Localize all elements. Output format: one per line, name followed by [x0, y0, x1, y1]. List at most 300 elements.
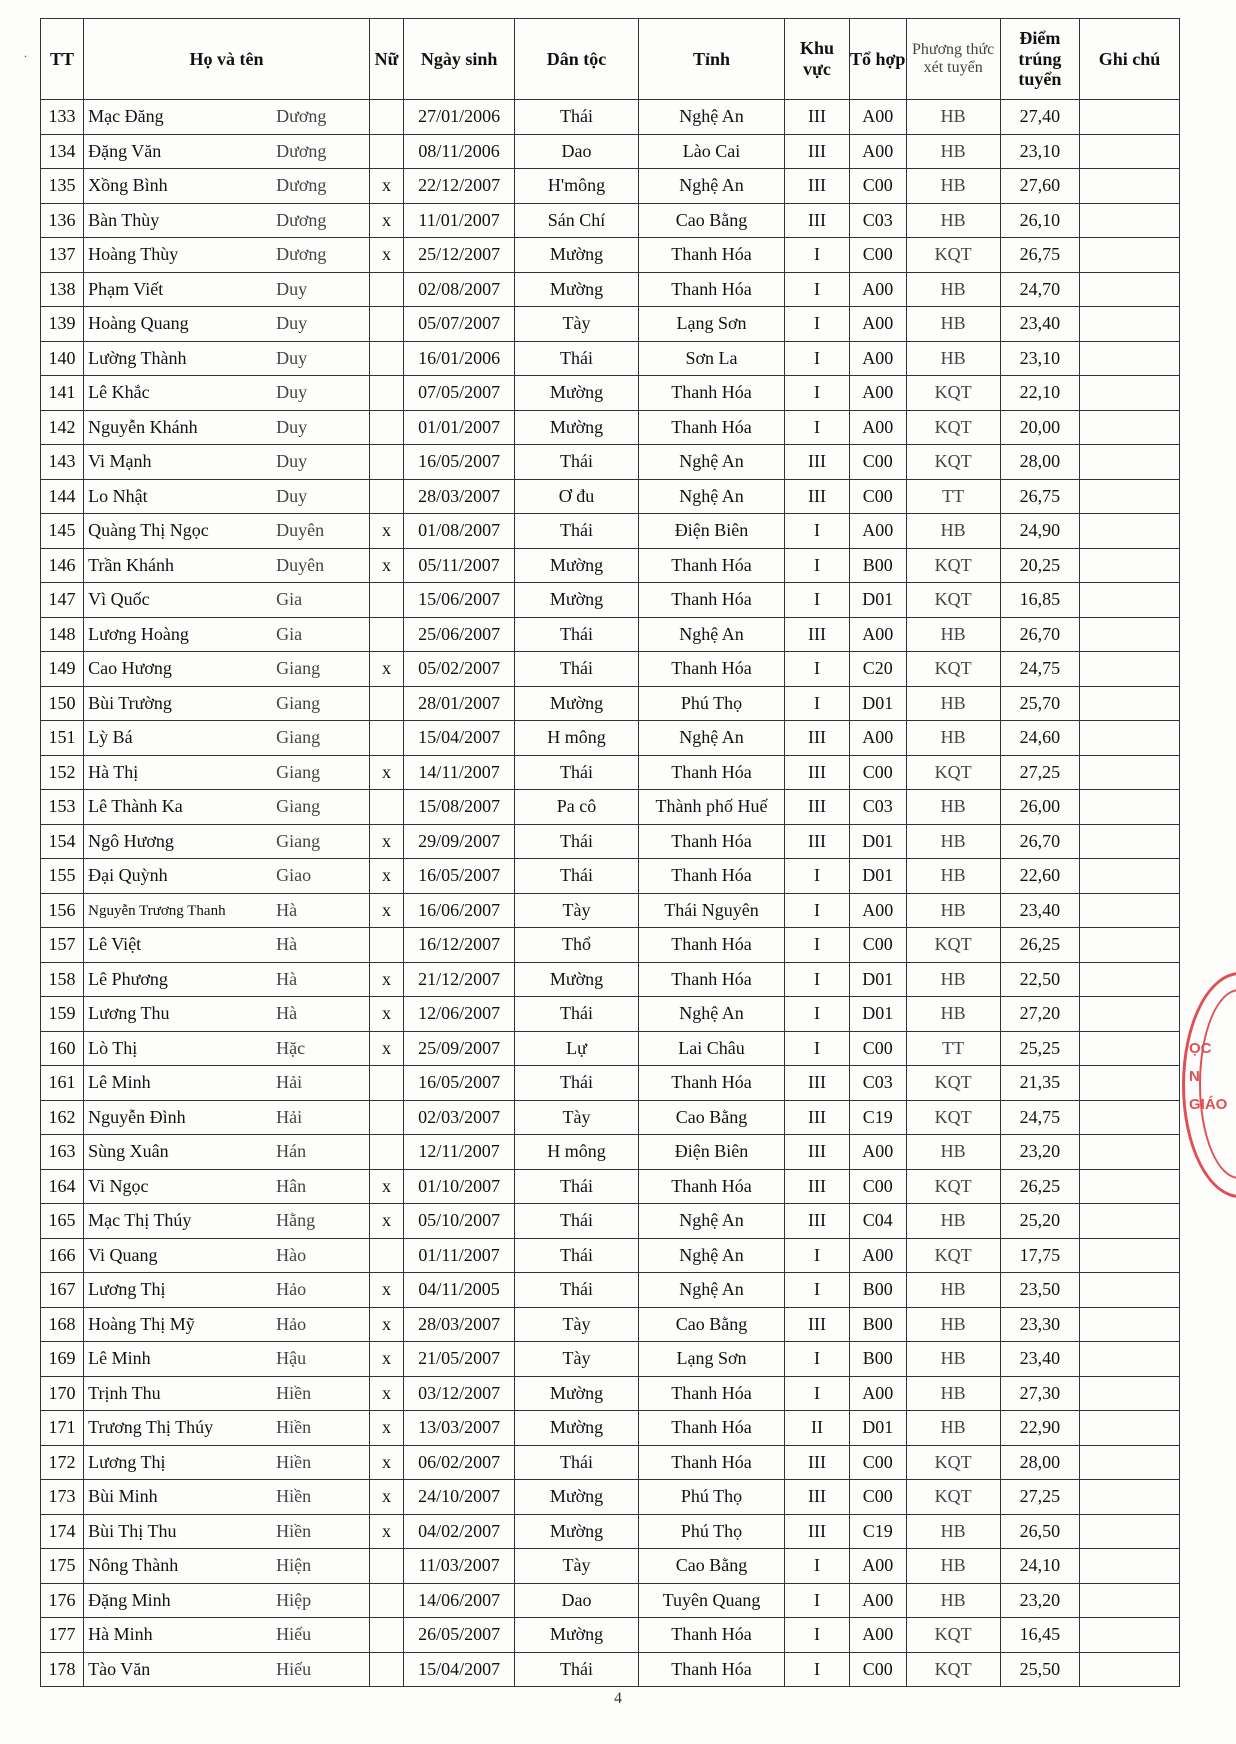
- cell-area: III: [785, 1514, 850, 1549]
- cell-ethnic: Mường: [515, 962, 639, 997]
- cell-ethnic: Thái: [515, 100, 639, 135]
- first-name: Giang: [276, 658, 321, 679]
- first-name: Giao: [276, 865, 312, 886]
- cell-tt: 169: [41, 1342, 84, 1377]
- cell-score: 21,35: [1000, 1066, 1079, 1101]
- cell-province: Nghệ An: [638, 100, 784, 135]
- cell-name: [84, 1411, 370, 1446]
- cell-method: HB: [906, 1204, 1000, 1239]
- cell-ethnic: Mường: [515, 583, 639, 618]
- cell-name: [84, 1342, 370, 1377]
- cell-combo: D01: [849, 583, 906, 618]
- cell-ethnic: Thái: [515, 1204, 639, 1239]
- cell-note: [1080, 169, 1180, 204]
- first-name: Hiện: [276, 1555, 312, 1576]
- cell-tt: 148: [41, 617, 84, 652]
- last-middle-name: Vi Ngọc: [88, 1175, 149, 1196]
- cell-method: HB: [906, 1583, 1000, 1618]
- cell-method: HB: [906, 1514, 1000, 1549]
- cell-ethnic: Lự: [515, 1031, 639, 1066]
- cell-method: HB: [906, 341, 1000, 376]
- table-row: [41, 376, 1180, 411]
- last-middle-name: Phạm Viết: [88, 278, 164, 299]
- last-middle-name: Hoàng Quang: [88, 313, 189, 334]
- table-row: [41, 928, 1180, 963]
- table-row: [41, 238, 1180, 273]
- cell-female: [369, 1618, 403, 1653]
- last-middle-name: Hoàng Thị Mỹ: [88, 1313, 195, 1334]
- cell-ethnic: Tày: [515, 1100, 639, 1135]
- cell-method: KQT: [906, 238, 1000, 273]
- table-row: [41, 997, 1180, 1032]
- cell-score: 27,25: [1000, 1480, 1079, 1515]
- cell-female: x: [369, 859, 403, 894]
- cell-combo: C20: [849, 652, 906, 687]
- first-name: Hặc: [276, 1037, 306, 1058]
- cell-ethnic: Mường: [515, 410, 639, 445]
- cell-score: 27,30: [1000, 1376, 1079, 1411]
- cell-female: [369, 686, 403, 721]
- cell-ethnic: Thái: [515, 445, 639, 480]
- cell-note: [1080, 376, 1180, 411]
- cell-dob: 28/01/2007: [404, 686, 515, 721]
- cell-dob: 01/10/2007: [404, 1169, 515, 1204]
- cell-province: Thanh Hóa: [638, 1445, 784, 1480]
- cell-dob: 07/05/2007: [404, 376, 515, 411]
- cell-score: 22,50: [1000, 962, 1079, 997]
- cell-tt: 165: [41, 1204, 84, 1239]
- cell-area: I: [785, 1376, 850, 1411]
- cell-area: I: [785, 548, 850, 583]
- last-middle-name: Lê Khắc: [88, 382, 150, 403]
- last-middle-name: Nguyễn Đình: [88, 1106, 186, 1127]
- cell-method: KQT: [906, 1480, 1000, 1515]
- last-middle-name: Trần Khánh: [88, 554, 174, 575]
- last-middle-name: Quàng Thị Ngọc: [88, 520, 209, 541]
- cell-name: [84, 341, 370, 376]
- cell-area: I: [785, 997, 850, 1032]
- cell-name: [84, 272, 370, 307]
- cell-method: TT: [906, 1031, 1000, 1066]
- last-middle-name: Hà Thị: [88, 761, 139, 782]
- cell-female: [369, 1549, 403, 1584]
- cell-combo: C00: [849, 755, 906, 790]
- header-dob: Ngày sinh: [404, 19, 515, 100]
- cell-combo: D01: [849, 824, 906, 859]
- cell-area: I: [785, 1618, 850, 1653]
- cell-name: [84, 1273, 370, 1308]
- cell-name: [84, 928, 370, 963]
- cell-score: 28,00: [1000, 1445, 1079, 1480]
- cell-note: [1080, 1031, 1180, 1066]
- last-middle-name: Hà Minh: [88, 1624, 153, 1645]
- cell-note: [1080, 410, 1180, 445]
- cell-province: Thái Nguyên: [638, 893, 784, 928]
- cell-area: I: [785, 272, 850, 307]
- cell-tt: 138: [41, 272, 84, 307]
- cell-note: [1080, 583, 1180, 618]
- last-middle-name: Bùi Minh: [88, 1486, 158, 1507]
- cell-method: HB: [906, 824, 1000, 859]
- table-row: [41, 686, 1180, 721]
- cell-dob: 01/01/2007: [404, 410, 515, 445]
- cell-note: [1080, 238, 1180, 273]
- cell-method: KQT: [906, 410, 1000, 445]
- cell-province: Thanh Hóa: [638, 962, 784, 997]
- cell-tt: 142: [41, 410, 84, 445]
- last-middle-name: Lương Thu: [88, 1003, 170, 1024]
- first-name: Hiếu: [276, 1658, 312, 1679]
- last-middle-name: Trương Thị Thúy: [88, 1417, 214, 1438]
- cell-combo: A00: [849, 721, 906, 756]
- cell-note: [1080, 859, 1180, 894]
- cell-province: Phú Thọ: [638, 1514, 784, 1549]
- cell-dob: 29/09/2007: [404, 824, 515, 859]
- cell-combo: A00: [849, 1376, 906, 1411]
- cell-combo: A00: [849, 893, 906, 928]
- cell-score: 24,70: [1000, 272, 1079, 307]
- cell-ethnic: Dao: [515, 134, 639, 169]
- cell-note: [1080, 1238, 1180, 1273]
- table-row: [41, 1135, 1180, 1170]
- header-tt: TT: [41, 19, 84, 100]
- first-name: Dương: [276, 106, 327, 127]
- cell-score: 24,75: [1000, 1100, 1079, 1135]
- last-middle-name: Ngô Hương: [88, 830, 174, 851]
- cell-province: Thanh Hóa: [638, 859, 784, 894]
- cell-area: I: [785, 1342, 850, 1377]
- cell-score: 26,70: [1000, 617, 1079, 652]
- first-name: Duy: [276, 451, 308, 472]
- table-row: [41, 824, 1180, 859]
- cell-female: x: [369, 169, 403, 204]
- cell-score: 27,60: [1000, 169, 1079, 204]
- table-row: [41, 1445, 1180, 1480]
- cell-area: III: [785, 790, 850, 825]
- cell-area: III: [785, 824, 850, 859]
- cell-tt: 143: [41, 445, 84, 480]
- cell-name: [84, 1066, 370, 1101]
- cell-combo: C00: [849, 1652, 906, 1687]
- cell-province: Thanh Hóa: [638, 928, 784, 963]
- table-row: [41, 1169, 1180, 1204]
- cell-female: x: [369, 238, 403, 273]
- cell-name: [84, 997, 370, 1032]
- table-row: [41, 272, 1180, 307]
- cell-combo: D01: [849, 859, 906, 894]
- cell-area: III: [785, 1135, 850, 1170]
- cell-province: Thanh Hóa: [638, 548, 784, 583]
- table-row: [41, 410, 1180, 445]
- cell-female: [369, 1100, 403, 1135]
- cell-province: Thanh Hóa: [638, 1652, 784, 1687]
- cell-note: [1080, 1342, 1180, 1377]
- cell-score: 25,25: [1000, 1031, 1079, 1066]
- cell-method: KQT: [906, 583, 1000, 618]
- cell-province: Tuyên Quang: [638, 1583, 784, 1618]
- cell-province: Thanh Hóa: [638, 1066, 784, 1101]
- cell-province: Thanh Hóa: [638, 272, 784, 307]
- table-row: [41, 1480, 1180, 1515]
- cell-method: HB: [906, 1411, 1000, 1446]
- cell-ethnic: Tày: [515, 307, 639, 342]
- header-score: Điểm trúng tuyển: [1000, 19, 1079, 100]
- cell-combo: A00: [849, 1135, 906, 1170]
- cell-female: x: [369, 203, 403, 238]
- cell-method: HB: [906, 272, 1000, 307]
- cell-female: [369, 445, 403, 480]
- last-middle-name: Lương Thị: [88, 1279, 166, 1300]
- cell-method: HB: [906, 790, 1000, 825]
- cell-female: x: [369, 1480, 403, 1515]
- cell-method: KQT: [906, 1652, 1000, 1687]
- cell-method: HB: [906, 1342, 1000, 1377]
- cell-note: [1080, 790, 1180, 825]
- table-row: [41, 1100, 1180, 1135]
- cell-tt: 163: [41, 1135, 84, 1170]
- cell-ethnic: Thổ: [515, 928, 639, 963]
- cell-note: [1080, 755, 1180, 790]
- cell-ethnic: H'mông: [515, 169, 639, 204]
- cell-ethnic: Mường: [515, 686, 639, 721]
- cell-ethnic: Mường: [515, 1618, 639, 1653]
- cell-combo: A00: [849, 272, 906, 307]
- cell-dob: 16/05/2007: [404, 859, 515, 894]
- cell-tt: 166: [41, 1238, 84, 1273]
- cell-female: x: [369, 755, 403, 790]
- cell-name: [84, 652, 370, 687]
- cell-dob: 28/03/2007: [404, 479, 515, 514]
- cell-province: Nghệ An: [638, 445, 784, 480]
- cell-score: 27,40: [1000, 100, 1079, 135]
- cell-note: [1080, 997, 1180, 1032]
- cell-combo: C03: [849, 790, 906, 825]
- first-name: Duy: [276, 313, 308, 334]
- cell-tt: 145: [41, 514, 84, 549]
- last-middle-name: Bùi Trường: [88, 692, 172, 713]
- cell-note: [1080, 1100, 1180, 1135]
- last-middle-name: Lê Thành Ka: [88, 796, 183, 817]
- last-middle-name: Đặng Văn: [88, 140, 162, 161]
- cell-name: [84, 1514, 370, 1549]
- cell-dob: 16/05/2007: [404, 445, 515, 480]
- cell-ethnic: Mường: [515, 1514, 639, 1549]
- cell-name: [84, 445, 370, 480]
- last-middle-name: Trịnh Thu: [88, 1382, 161, 1403]
- cell-combo: B00: [849, 548, 906, 583]
- cell-dob: 13/03/2007: [404, 1411, 515, 1446]
- cell-name: [84, 479, 370, 514]
- cell-province: Lạng Sơn: [638, 307, 784, 342]
- cell-method: HB: [906, 1135, 1000, 1170]
- cell-area: I: [785, 859, 850, 894]
- cell-tt: 158: [41, 962, 84, 997]
- cell-name: [84, 376, 370, 411]
- cell-score: 22,10: [1000, 376, 1079, 411]
- cell-name: [84, 169, 370, 204]
- cell-area: I: [785, 1652, 850, 1687]
- cell-combo: C19: [849, 1100, 906, 1135]
- table-row: [41, 307, 1180, 342]
- cell-ethnic: Thái: [515, 1652, 639, 1687]
- cell-combo: A00: [849, 100, 906, 135]
- last-middle-name: Mạc Thị Thúy: [88, 1210, 192, 1231]
- cell-province: Thanh Hóa: [638, 652, 784, 687]
- cell-dob: 05/07/2007: [404, 307, 515, 342]
- cell-province: Lai Châu: [638, 1031, 784, 1066]
- cell-name: [84, 238, 370, 273]
- cell-score: 26,75: [1000, 479, 1079, 514]
- table-row: [41, 1066, 1180, 1101]
- first-name: Hán: [276, 1141, 307, 1162]
- cell-score: 26,00: [1000, 790, 1079, 825]
- cell-combo: C00: [849, 169, 906, 204]
- cell-area: I: [785, 962, 850, 997]
- cell-dob: 15/08/2007: [404, 790, 515, 825]
- cell-name: [84, 1169, 370, 1204]
- cell-dob: 04/11/2005: [404, 1273, 515, 1308]
- cell-method: HB: [906, 617, 1000, 652]
- header-row: [41, 19, 1180, 100]
- cell-area: I: [785, 1583, 850, 1618]
- cell-female: x: [369, 1514, 403, 1549]
- first-name: Hải: [276, 1072, 303, 1093]
- cell-name: [84, 1618, 370, 1653]
- cell-score: 17,75: [1000, 1238, 1079, 1273]
- cell-method: HB: [906, 169, 1000, 204]
- table-row: [41, 1514, 1180, 1549]
- cell-combo: B00: [849, 1342, 906, 1377]
- cell-note: [1080, 272, 1180, 307]
- cell-name: [84, 583, 370, 618]
- first-name: Hà: [276, 899, 298, 920]
- cell-combo: A00: [849, 1618, 906, 1653]
- last-middle-name: Hoàng Thùy: [88, 244, 179, 265]
- cell-name: [84, 1549, 370, 1584]
- cell-area: III: [785, 755, 850, 790]
- cell-score: 23,30: [1000, 1307, 1079, 1342]
- cell-ethnic: Sán Chí: [515, 203, 639, 238]
- table-row: [41, 548, 1180, 583]
- last-middle-name: Vi Quang: [88, 1244, 158, 1265]
- cell-tt: 174: [41, 1514, 84, 1549]
- stamp-text: ỌC N GIÁO: [1189, 1040, 1228, 1113]
- cell-ethnic: Mường: [515, 238, 639, 273]
- first-name: Duy: [276, 416, 308, 437]
- cell-tt: 141: [41, 376, 84, 411]
- cell-name: [84, 962, 370, 997]
- table-row: [41, 1238, 1180, 1273]
- cell-dob: 25/09/2007: [404, 1031, 515, 1066]
- cell-tt: 152: [41, 755, 84, 790]
- cell-note: [1080, 1514, 1180, 1549]
- last-middle-name: Vi Mạnh: [88, 451, 152, 472]
- first-name: Giang: [276, 761, 321, 782]
- cell-province: Phú Thọ: [638, 686, 784, 721]
- cell-female: x: [369, 1031, 403, 1066]
- cell-note: [1080, 445, 1180, 480]
- cell-dob: 01/08/2007: [404, 514, 515, 549]
- cell-name: [84, 755, 370, 790]
- table-row: [41, 1549, 1180, 1584]
- first-name: Duy: [276, 278, 308, 299]
- cell-province: Thanh Hóa: [638, 1169, 784, 1204]
- cell-dob: 16/06/2007: [404, 893, 515, 928]
- cell-score: 26,25: [1000, 928, 1079, 963]
- cell-ethnic: H mông: [515, 1135, 639, 1170]
- cell-method: HB: [906, 134, 1000, 169]
- cell-note: [1080, 1066, 1180, 1101]
- cell-method: HB: [906, 1307, 1000, 1342]
- cell-combo: C03: [849, 203, 906, 238]
- table-row: [41, 1618, 1180, 1653]
- table-row: [41, 1273, 1180, 1308]
- cell-name: [84, 859, 370, 894]
- first-name: Hiền: [276, 1417, 312, 1438]
- table-row: [41, 1652, 1180, 1687]
- first-name: Dương: [276, 244, 327, 265]
- cell-province: Thanh Hóa: [638, 376, 784, 411]
- cell-area: III: [785, 1480, 850, 1515]
- cell-method: KQT: [906, 652, 1000, 687]
- cell-province: Nghệ An: [638, 169, 784, 204]
- cell-score: 24,90: [1000, 514, 1079, 549]
- cell-note: [1080, 1307, 1180, 1342]
- cell-area: I: [785, 583, 850, 618]
- cell-tt: 140: [41, 341, 84, 376]
- cell-note: [1080, 617, 1180, 652]
- cell-female: x: [369, 997, 403, 1032]
- cell-combo: D01: [849, 1411, 906, 1446]
- cell-ethnic: Pa cô: [515, 790, 639, 825]
- cell-name: [84, 1445, 370, 1480]
- table-row: [41, 445, 1180, 480]
- last-middle-name: Lương Hoàng: [88, 623, 189, 644]
- cell-name: [84, 410, 370, 445]
- cell-combo: C03: [849, 1066, 906, 1101]
- cell-province: Cao Bằng: [638, 1549, 784, 1584]
- cell-note: [1080, 962, 1180, 997]
- table-row: [41, 893, 1180, 928]
- cell-ethnic: Tày: [515, 1549, 639, 1584]
- cell-dob: 04/02/2007: [404, 1514, 515, 1549]
- cell-ethnic: Tày: [515, 1307, 639, 1342]
- cell-dob: 28/03/2007: [404, 1307, 515, 1342]
- cell-tt: 150: [41, 686, 84, 721]
- cell-score: 23,50: [1000, 1273, 1079, 1308]
- cell-score: 22,60: [1000, 859, 1079, 894]
- cell-name: [84, 134, 370, 169]
- table-row: [41, 1376, 1180, 1411]
- cell-method: KQT: [906, 548, 1000, 583]
- cell-dob: 16/01/2006: [404, 341, 515, 376]
- header-combo: Tổ hợp: [849, 19, 906, 100]
- cell-score: 26,50: [1000, 1514, 1079, 1549]
- header-province: Tỉnh: [638, 19, 784, 100]
- cell-name: [84, 100, 370, 135]
- table-row: [41, 652, 1180, 687]
- cell-tt: 133: [41, 100, 84, 135]
- cell-ethnic: Mường: [515, 1411, 639, 1446]
- cell-method: TT: [906, 479, 1000, 514]
- cell-ethnic: Thái: [515, 824, 639, 859]
- cell-female: x: [369, 1342, 403, 1377]
- cell-tt: 167: [41, 1273, 84, 1308]
- cell-combo: A00: [849, 1238, 906, 1273]
- first-name: Giang: [276, 692, 321, 713]
- last-middle-name: Lê Minh: [88, 1348, 151, 1369]
- cell-name: [84, 548, 370, 583]
